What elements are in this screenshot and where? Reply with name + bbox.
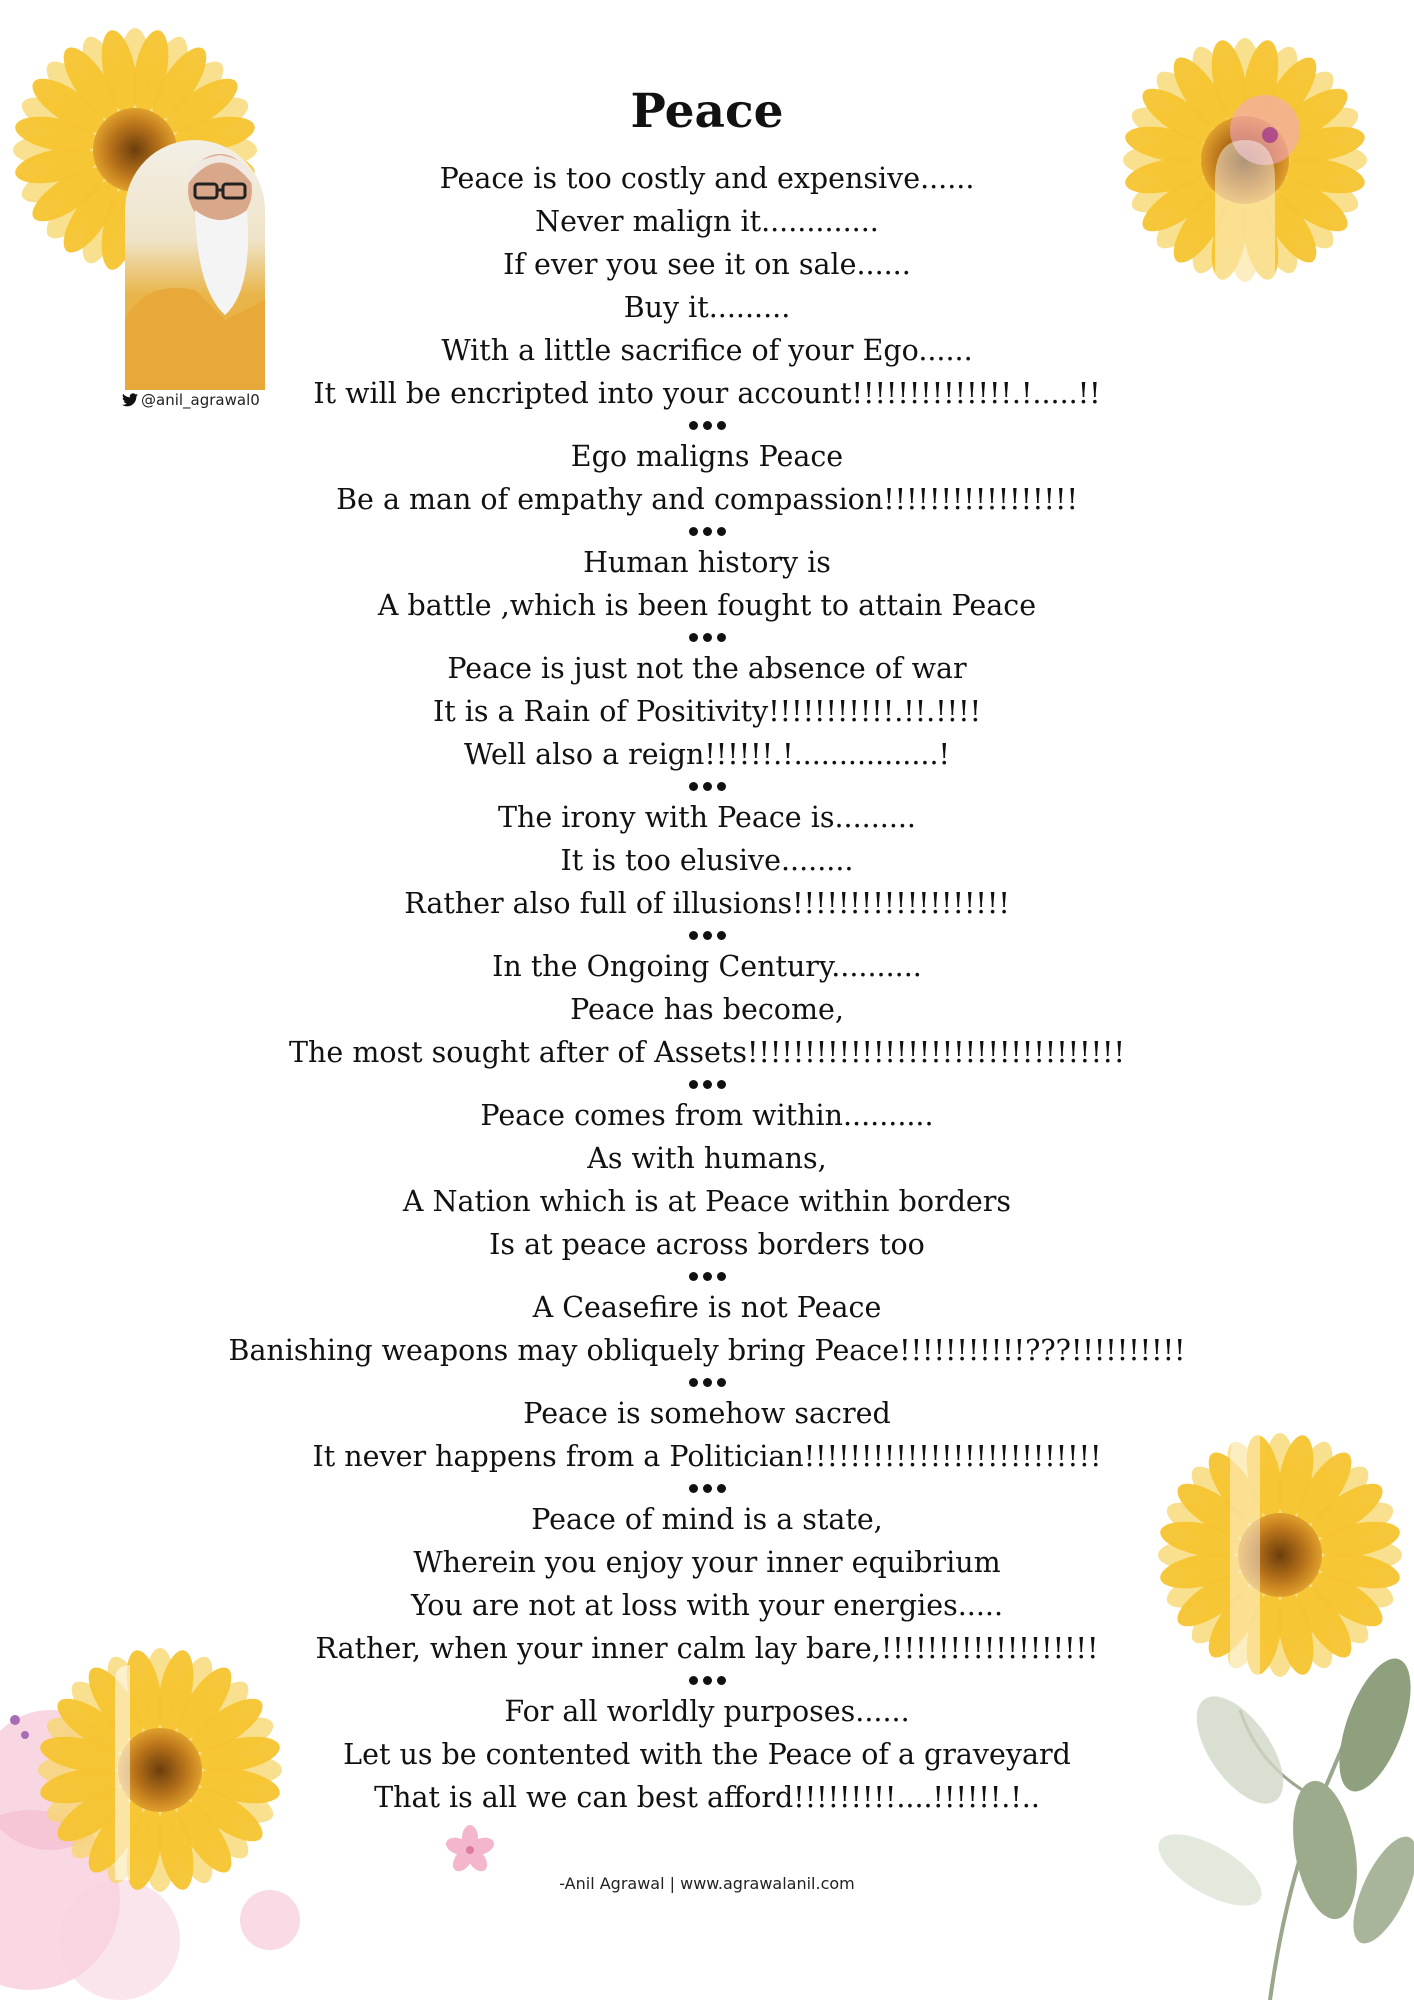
stanza xyxy=(0,945,1414,1074)
poem-line: That is all we can best afford!!!!!!!!!....!!!!!!.!.. xyxy=(374,1781,1040,1814)
poem-line: It is too elusive........ xyxy=(560,844,854,877)
ellipsis-separator-icon xyxy=(0,521,1414,541)
pink-blossom-icon xyxy=(440,1820,500,1880)
poem-line: Peace comes from within.......... xyxy=(480,1099,934,1132)
poem-line: It is a Rain of Positivity!!!!!!!!!!!.!!.!!!! xyxy=(432,695,982,728)
poem-line: The irony with Peace is......... xyxy=(498,801,916,834)
stanza xyxy=(0,541,1414,627)
poem-line: It will be encripted into your account!!!!!!!!!!!!!!.!.....!! xyxy=(313,377,1101,410)
poem-line: If ever you see it on sale...... xyxy=(503,248,911,281)
stanza xyxy=(0,1690,1414,1819)
poem-line: Peace is too costly and expensive...... xyxy=(439,162,975,195)
author-credit: -Anil Agrawal | www.agrawalanil.com xyxy=(559,1874,855,1893)
ellipsis-separator-icon xyxy=(0,776,1414,796)
poem-line: Be a man of empathy and compassion!!!!!!!!!!!!!!!!! xyxy=(336,483,1078,516)
poem-line: A battle ,which is been fought to attain Peace xyxy=(377,589,1037,622)
poem-line: Peace is just not the absence of war xyxy=(447,652,967,685)
ellipsis-separator-icon xyxy=(0,1478,1414,1498)
poem-line: Is at peace across borders too xyxy=(489,1228,925,1261)
poem-line: Buy it......... xyxy=(623,291,791,324)
poem-line: Human history is xyxy=(583,546,831,579)
poem-line: Well also a reign!!!!!!.!................! xyxy=(464,738,950,771)
poem-line: A Nation which is at Peace within borders xyxy=(402,1185,1012,1218)
poem-line: A Ceasefire is not Peace xyxy=(532,1291,882,1324)
stanza xyxy=(0,1094,1414,1266)
poem-line: The most sought after of Assets!!!!!!!!!!!!!!!!!!!!!!!!!!!!!!!!! xyxy=(289,1036,1125,1069)
poem-line: With a little sacrifice of your Ego...... xyxy=(441,334,973,367)
ellipsis-separator-icon xyxy=(0,925,1414,945)
poem-line: Banishing weapons may obliquely bring Peace!!!!!!!!!!!???!!!!!!!!!! xyxy=(228,1334,1186,1367)
ellipsis-separator-icon xyxy=(0,1266,1414,1286)
social-handle-text: @anil_agrawal0 xyxy=(141,391,260,409)
stanza xyxy=(0,796,1414,925)
poem-line: Ego maligns Peace xyxy=(570,440,844,473)
poem-line: Rather, when your inner calm lay bare,!!!!!!!!!!!!!!!!!!! xyxy=(315,1632,1099,1665)
stanza xyxy=(0,157,1414,415)
stanza xyxy=(0,435,1414,521)
stanza xyxy=(0,647,1414,776)
stanza xyxy=(0,1498,1414,1670)
ellipsis-separator-icon xyxy=(0,1372,1414,1392)
ellipsis-separator-icon xyxy=(0,415,1414,435)
poem-line: It never happens from a Politician!!!!!!!!!!!!!!!!!!!!!!!!!! xyxy=(312,1440,1102,1473)
ellipsis-separator-icon xyxy=(0,627,1414,647)
poem-line: Rather also full of illusions!!!!!!!!!!!!!!!!!!! xyxy=(404,887,1010,920)
stanza xyxy=(0,1286,1414,1372)
poem-line: You are not at loss with your energies..... xyxy=(410,1589,1004,1622)
poem-line: Let us be contented with the Peace of a graveyard xyxy=(343,1738,1071,1771)
ellipsis-separator-icon xyxy=(0,1670,1414,1690)
poem-title: Peace xyxy=(630,84,784,139)
poem-line: As with humans, xyxy=(587,1142,827,1175)
ellipsis-separator-icon xyxy=(0,1074,1414,1094)
poem-body xyxy=(0,157,1414,1819)
poem-line: Peace of mind is a state, xyxy=(531,1503,883,1536)
poem-line: Peace is somehow sacred xyxy=(523,1397,891,1430)
poem-line: Wherein you enjoy your inner equibrium xyxy=(413,1546,1001,1579)
poem-line: In the Ongoing Century.......... xyxy=(492,950,922,983)
stanza xyxy=(0,1392,1414,1478)
poem-line: Never malign it............. xyxy=(535,205,879,238)
poem-line: Peace has become, xyxy=(570,993,844,1026)
poem-line: For all worldly purposes...... xyxy=(504,1695,910,1728)
